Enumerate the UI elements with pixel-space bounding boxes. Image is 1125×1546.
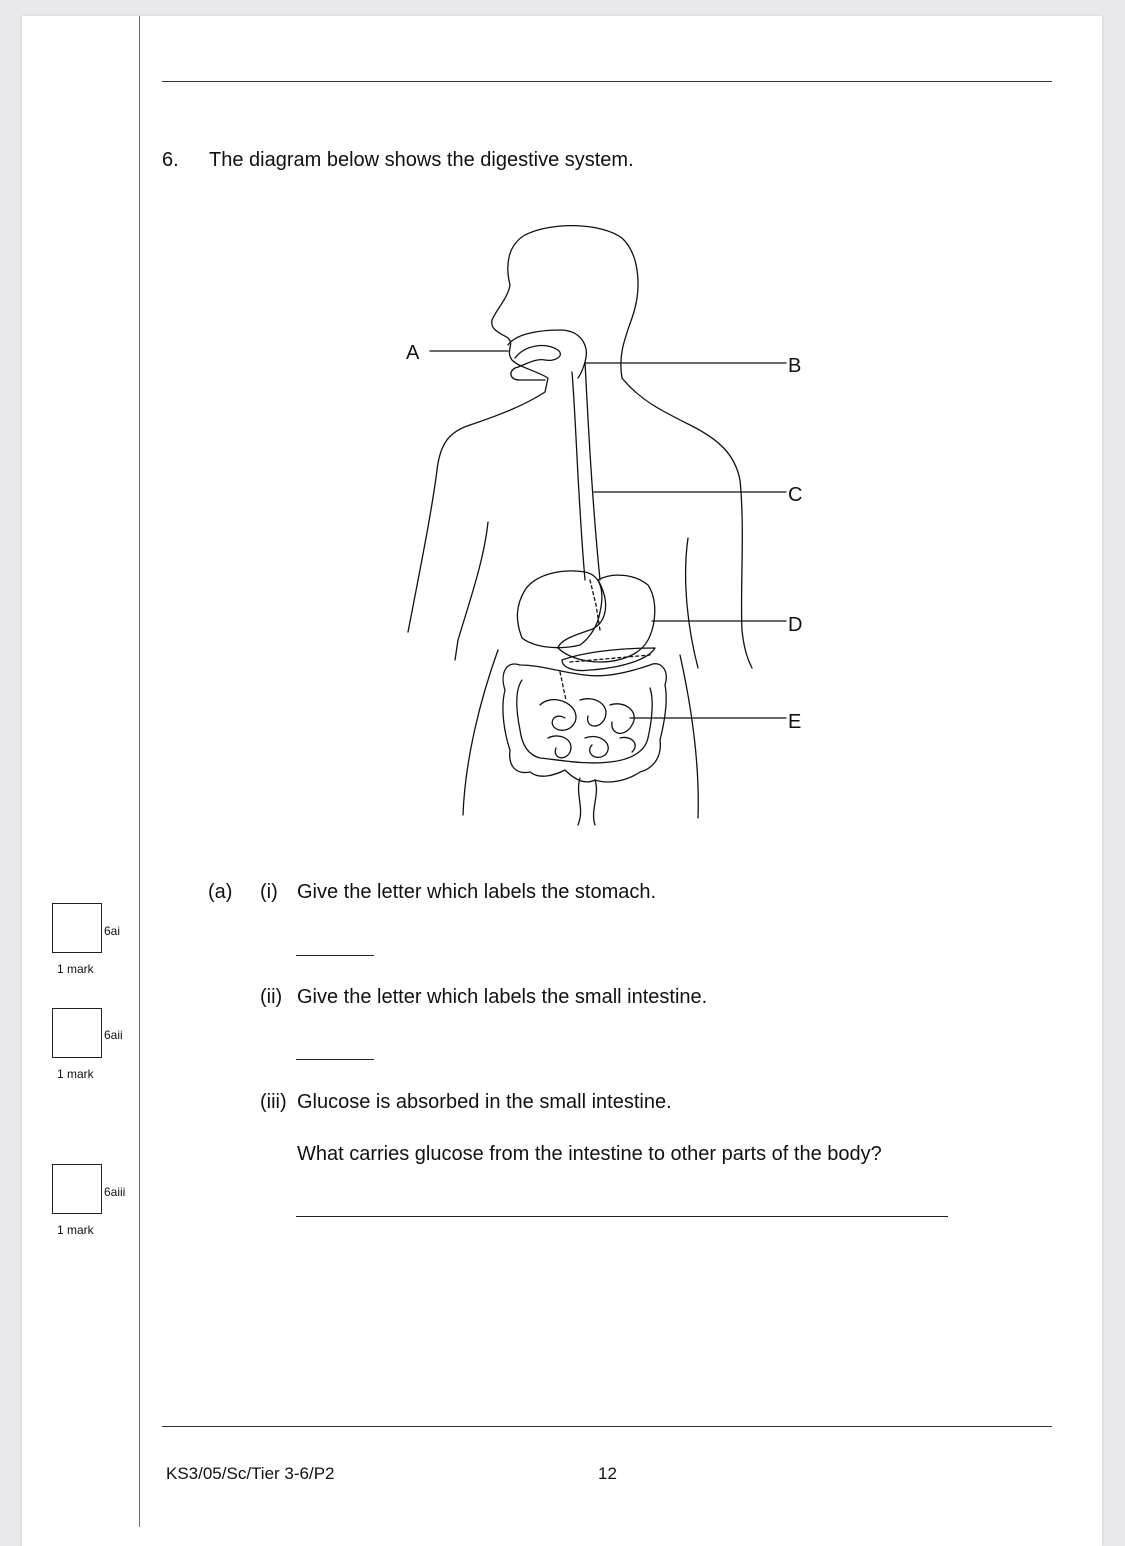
mark-label-6aii: 1 mark bbox=[57, 1067, 94, 1081]
small-intestine-dashes bbox=[560, 672, 566, 700]
part-i-question: Give the letter which labels the stomach. bbox=[297, 881, 657, 903]
mark-box-6aiii bbox=[52, 1164, 102, 1214]
tongue bbox=[511, 346, 560, 380]
right-shoulder bbox=[622, 378, 752, 668]
part-ii-number: (ii) bbox=[260, 986, 283, 1008]
small-intestine bbox=[540, 699, 635, 758]
rectum bbox=[578, 778, 596, 825]
mark-label-6aiii: 1 mark bbox=[57, 1223, 94, 1237]
question-stem: The diagram below shows the digestive system. bbox=[209, 149, 634, 171]
mark-box-6aii bbox=[52, 1008, 102, 1058]
part-iii-statement: Glucose is absorbed in the small intestine. bbox=[297, 1091, 672, 1113]
left-shoulder bbox=[408, 392, 545, 632]
answer-line-6aiii[interactable] bbox=[296, 1216, 948, 1217]
mark-box-6ai bbox=[52, 903, 102, 953]
mark-code-6aii: 6aii bbox=[104, 1028, 123, 1042]
left-arm-inner bbox=[455, 522, 488, 660]
mark-label-6ai: 1 mark bbox=[57, 962, 94, 976]
mouth-cavity bbox=[508, 330, 586, 378]
oesophagus-right bbox=[585, 362, 600, 580]
mark-code-6ai: 6ai bbox=[104, 924, 121, 938]
stomach-dashes bbox=[590, 580, 600, 630]
label-b: B bbox=[788, 355, 802, 377]
part-iii-question: What carries glucose from the intestine to other parts of the body? bbox=[297, 1143, 882, 1165]
answer-line-6aii[interactable] bbox=[296, 1059, 374, 1060]
margin-rule bbox=[139, 16, 140, 1527]
question-number: 6. bbox=[162, 149, 179, 171]
footer-paper-code: KS3/05/Sc/Tier 3-6/P2 bbox=[166, 1464, 335, 1483]
right-torso-side bbox=[680, 655, 698, 818]
label-c: C bbox=[788, 484, 803, 506]
liver bbox=[517, 571, 601, 648]
right-arm-inner bbox=[686, 538, 698, 668]
large-intestine bbox=[503, 664, 666, 782]
part-i-number: (i) bbox=[260, 881, 278, 903]
left-torso-side bbox=[463, 650, 498, 815]
mark-code-6aiii: 6aiii bbox=[104, 1185, 126, 1199]
large-intestine-inner bbox=[517, 680, 652, 763]
top-rule bbox=[162, 81, 1052, 82]
label-e: E bbox=[788, 711, 802, 733]
label-a: A bbox=[406, 342, 420, 364]
part-ii-question: Give the letter which labels the small intestine. bbox=[297, 986, 708, 1008]
part-a-label: (a) bbox=[208, 881, 233, 903]
label-d: D bbox=[788, 614, 803, 636]
part-iii-number: (iii) bbox=[260, 1091, 287, 1113]
stomach bbox=[558, 575, 655, 662]
oesophagus bbox=[572, 372, 585, 580]
head-outline bbox=[492, 226, 638, 392]
answer-line-6ai[interactable] bbox=[296, 955, 374, 956]
footer-page-number: 12 bbox=[598, 1464, 617, 1483]
bottom-rule bbox=[162, 1426, 1052, 1427]
digestive-system-diagram bbox=[400, 215, 820, 835]
